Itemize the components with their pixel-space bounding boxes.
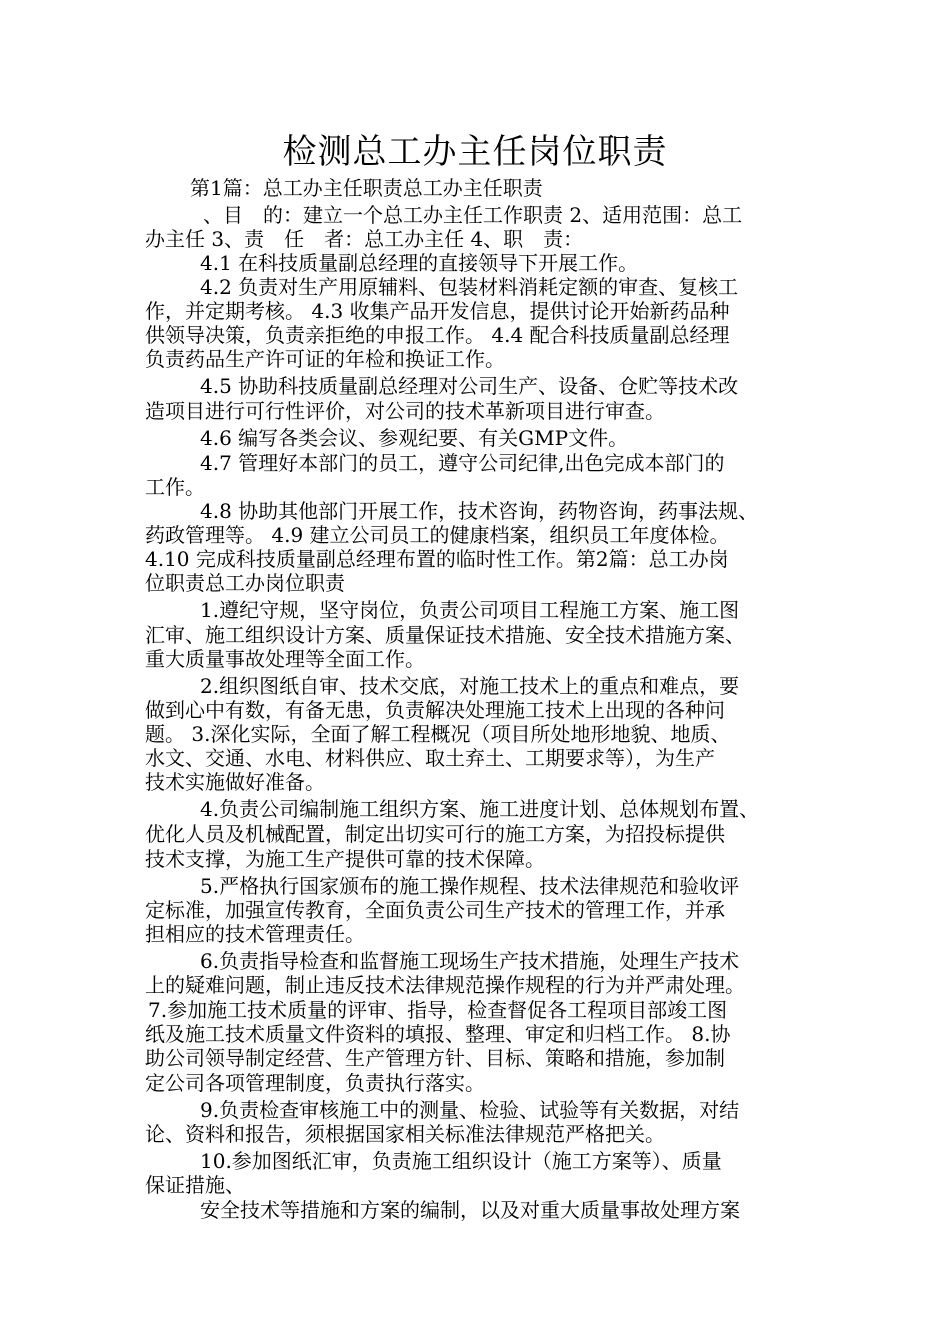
text-line: 2.组织图纸自审、技术交底，对施工技术上的重点和难点，要 xyxy=(200,674,740,698)
text-line: 4.8 协助其他部门开展工作，技术咨询，药物咨询，药事法规、 xyxy=(200,499,759,523)
text-line: 做到心中有数，有备无患，负责解决处理施工技术上出现的各种问 xyxy=(145,698,725,722)
text-line: 题。 3.深化实际，全面了解工程概况（项目所处地形地貌、地质、 xyxy=(145,722,731,746)
text-line: 4.1 在科技质量副总经理的直接领导下开展工作。 xyxy=(200,251,639,275)
text-line: 4.6 编写各类会议、参观纪要、有关GMP文件。 xyxy=(200,426,629,450)
text-line: 技术支撑，为施工生产提供可靠的技术保障。 xyxy=(145,847,545,871)
text-line: 定标准，加强宣传教育，全面负责公司生产技术的管理工作，并承 xyxy=(145,898,725,922)
text-line: 论、资料和报告，须根据国家相关标准法律规范严格把关。 xyxy=(145,1122,665,1146)
text-line: 担相应的技术管理责任。 xyxy=(145,922,365,946)
text-line: 优化人员及机械配置，制定出切实可行的施工方案，为招投标提供 xyxy=(145,822,725,846)
text-line: 10.参加图纸汇审，负责施工组织设计（施工方案等）、质量 xyxy=(200,1149,722,1173)
text-line: 位职责总工办岗位职责 xyxy=(145,571,345,595)
text-line: 定公司各项管理制度，负责执行落实。 xyxy=(145,1071,485,1095)
text-line: 4.负责公司编制施工组织方案、施工进度计划、总体规划布置、 xyxy=(200,797,760,821)
text-line: 供领导决策，负责亲拒绝的申报工作。 4.4 配合科技质量副总经理 xyxy=(145,323,730,347)
document-title: 检测总工办主任岗位职责 xyxy=(282,132,668,172)
text-line: 4.10 完成科技质量副总经理布置的临时性工作。第2篇：总工办岗 xyxy=(145,547,729,571)
text-line: 工作。 xyxy=(145,475,205,499)
text-line: 负责药品生产许可证的年检和换证工作。 xyxy=(145,347,505,371)
text-line: 助公司领导制定经营、生产管理方针、目标、策略和措施，参加制 xyxy=(145,1046,725,1070)
text-line: 5.严格执行国家颁布的施工操作规程、技术法律规范和验收评 xyxy=(200,874,740,898)
text-line: 重大质量事故处理等全面工作。 xyxy=(145,647,425,671)
text-line: 药政管理等。 4.9 建立公司员工的健康档案，组织员工年度体检。 xyxy=(145,523,730,547)
text-line: 水文、交通、水电、材料供应、取土弃土、工期要求等），为生产 xyxy=(145,746,715,770)
text-line: 4.7 管理好本部门的员工，遵守公司纪律,出色完成本部门的 xyxy=(200,451,725,475)
text-line: 上的疑难问题，制止违反技术法律规范操作规程的行为并严肃处理。 xyxy=(145,973,745,997)
text-line: 9.负责检查审核施工中的测量、检验、试验等有关数据，对结 xyxy=(200,1098,740,1122)
text-line: 1.遵纪守规，坚守岗位，负责公司项目工程施工方案、施工图 xyxy=(200,598,740,622)
text-line: 造项目进行可行性评价，对公司的技术革新项目进行审查。 xyxy=(145,399,665,423)
text-line: 办主任 3、责 任 者：总工办主任 4、职 责： xyxy=(145,227,584,251)
text-line: 6.负责指导检查和监督施工现场生产技术措施，处理生产技术 xyxy=(200,949,740,973)
text-line: 技术实施做好准备。 xyxy=(145,770,325,794)
text-line: 安全技术等措施和方案的编制，以及对重大质量事故处理方案 xyxy=(200,1198,740,1222)
text-line: 汇审、施工组织设计方案、质量保证技术措施、安全技术措施方案、 xyxy=(145,623,745,647)
text-line: 4.2 负责对生产用原辅料、包装材料消耗定额的审查、复核工 xyxy=(200,275,739,299)
text-line: 纸及施工技术质量文件资料的填报、整理、审定和归档工作。 8.协 xyxy=(145,1022,731,1046)
text-line: 7.参加施工技术质量的评审、指导，检查督促各工程项目部竣工图 xyxy=(148,998,728,1022)
text-line: 保证措施、 xyxy=(145,1173,245,1197)
text-line: 、目 的：建立一个总工办主任工作职责 2、适用范围：总工 xyxy=(203,203,743,227)
text-line: 作，并定期考核。 4.3 收集产品开发信息，提供讨论开始新药品种 xyxy=(145,299,730,323)
text-line: 第1篇：总工办主任职责总工办主任职责 xyxy=(190,176,543,200)
text-line: 4.5 协助科技质量副总经理对公司生产、设备、仓贮等技术改 xyxy=(200,374,739,398)
